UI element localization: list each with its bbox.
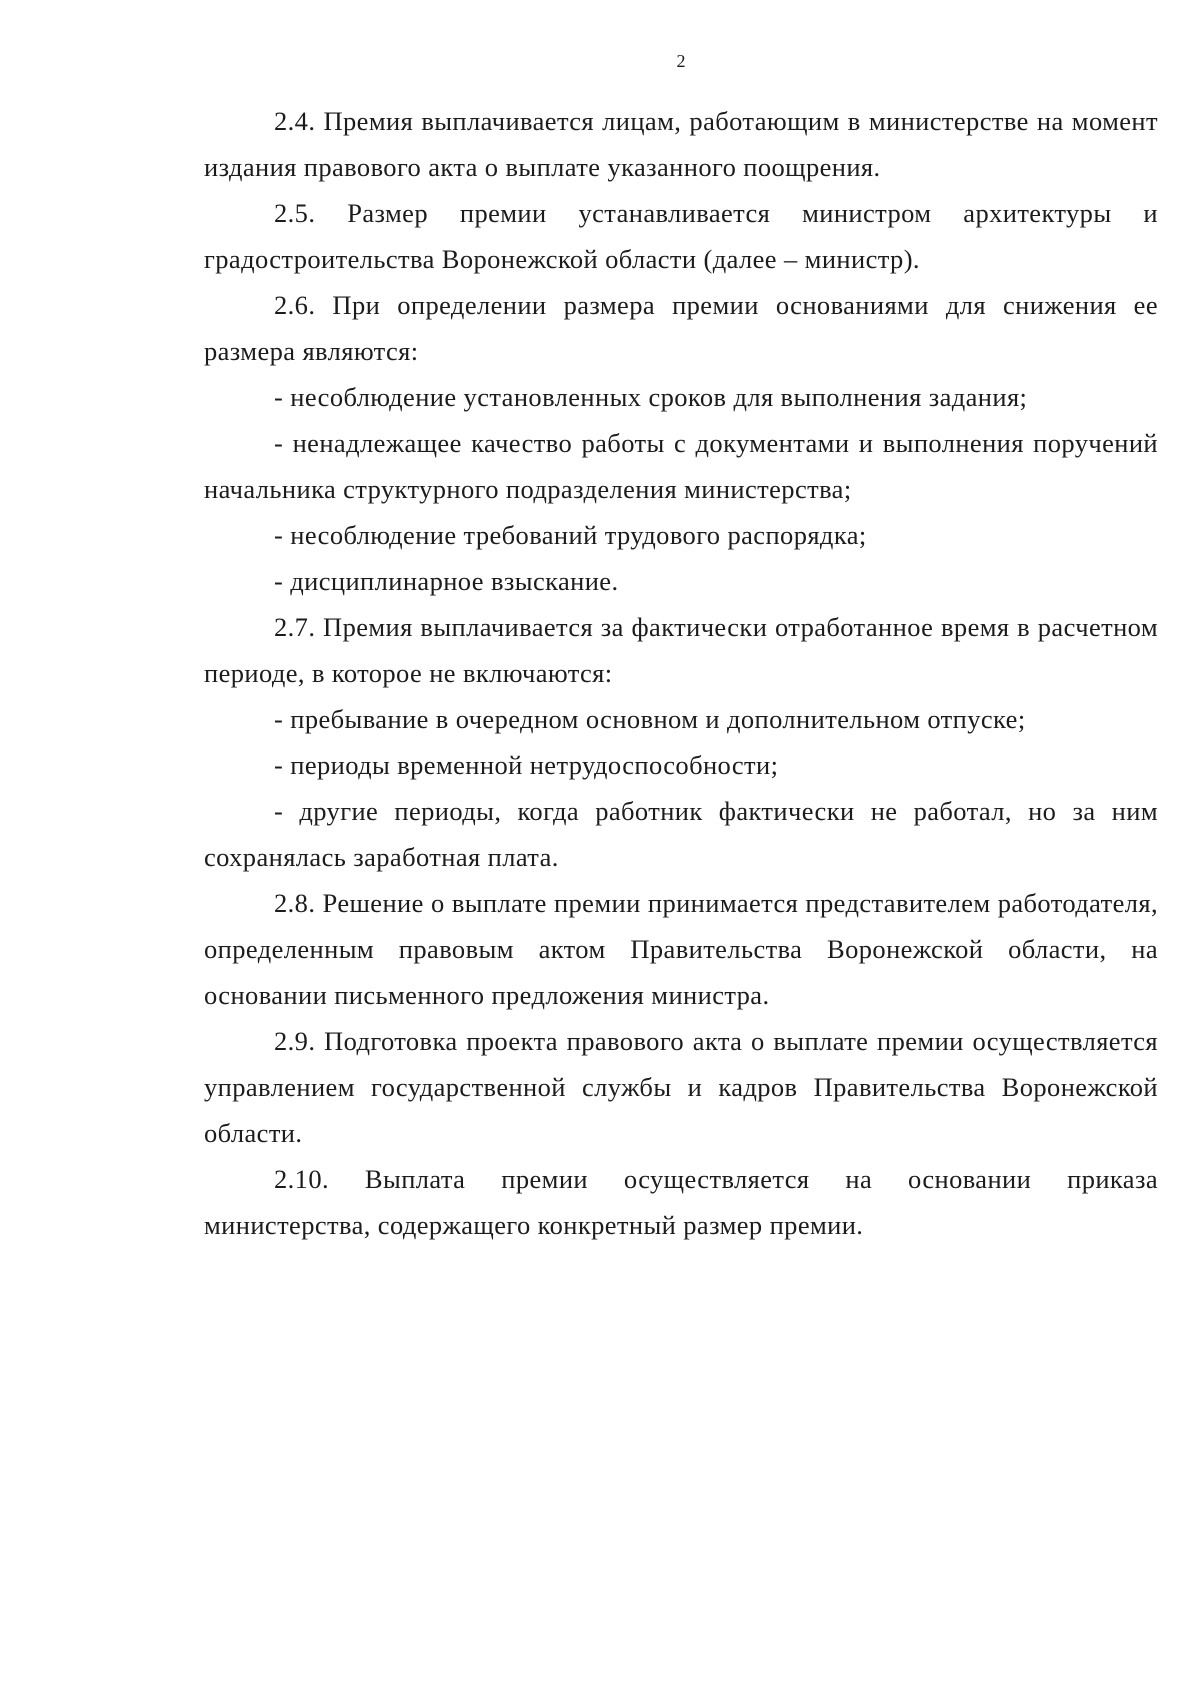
paragraph-2-5: 2.5. Размер премии устанавливается министром архитектуры и градостроительства Воронежской области (далее – министр).	[204, 198, 1158, 274]
list-item: - несоблюдение требований трудового распорядка;	[274, 520, 867, 550]
list-item: - дисциплинарное взыскание.	[274, 566, 619, 596]
list-item: - другие периоды, когда работник фактически не работал, но за ним сохранялась заработная плата.	[204, 796, 1158, 872]
paragraph-2-9: 2.9. Подготовка проекта правового акта о выплате премии осуществляется управлением государственной службы и кадров Правительства Воронежской области.	[204, 1026, 1158, 1148]
list-item: - ненадлежащее качество работы с документами и выполнения поручений начальника структурного подразделения министерства;	[204, 428, 1158, 504]
paragraph-2-10: 2.10. Выплата премии осуществляется на основании приказа министерства, содержащего конкретный размер премии.	[204, 1164, 1158, 1240]
paragraph-2-4: 2.4. Премия выплачивается лицам, работающим в министерстве на момент издания правового акта о выплате указанного поощрения.	[204, 106, 1158, 182]
list-item: - периоды временной нетрудоспособности;	[274, 750, 779, 780]
list-item: - несоблюдение установленных сроков для выполнения задания;	[274, 382, 1028, 412]
page-number: 2	[676, 51, 686, 71]
paragraph-2-8: 2.8. Решение о выплате премии принимается представителем работодателя, определенным правовым актом Правительства Воронежской области, на основании письменного предложения министра.	[204, 888, 1158, 1010]
paragraph-2-6: 2.6. При определении размера премии основаниями для снижения ее размера являются:	[204, 290, 1158, 366]
list-item: - пребывание в очередном основном и дополнительном отпуске;	[274, 704, 1026, 734]
document-body	[204, 98, 1158, 1248]
paragraph-2-7: 2.7. Премия выплачивается за фактически отработанное время в расчетном периоде, в которое не включаются:	[204, 612, 1158, 688]
